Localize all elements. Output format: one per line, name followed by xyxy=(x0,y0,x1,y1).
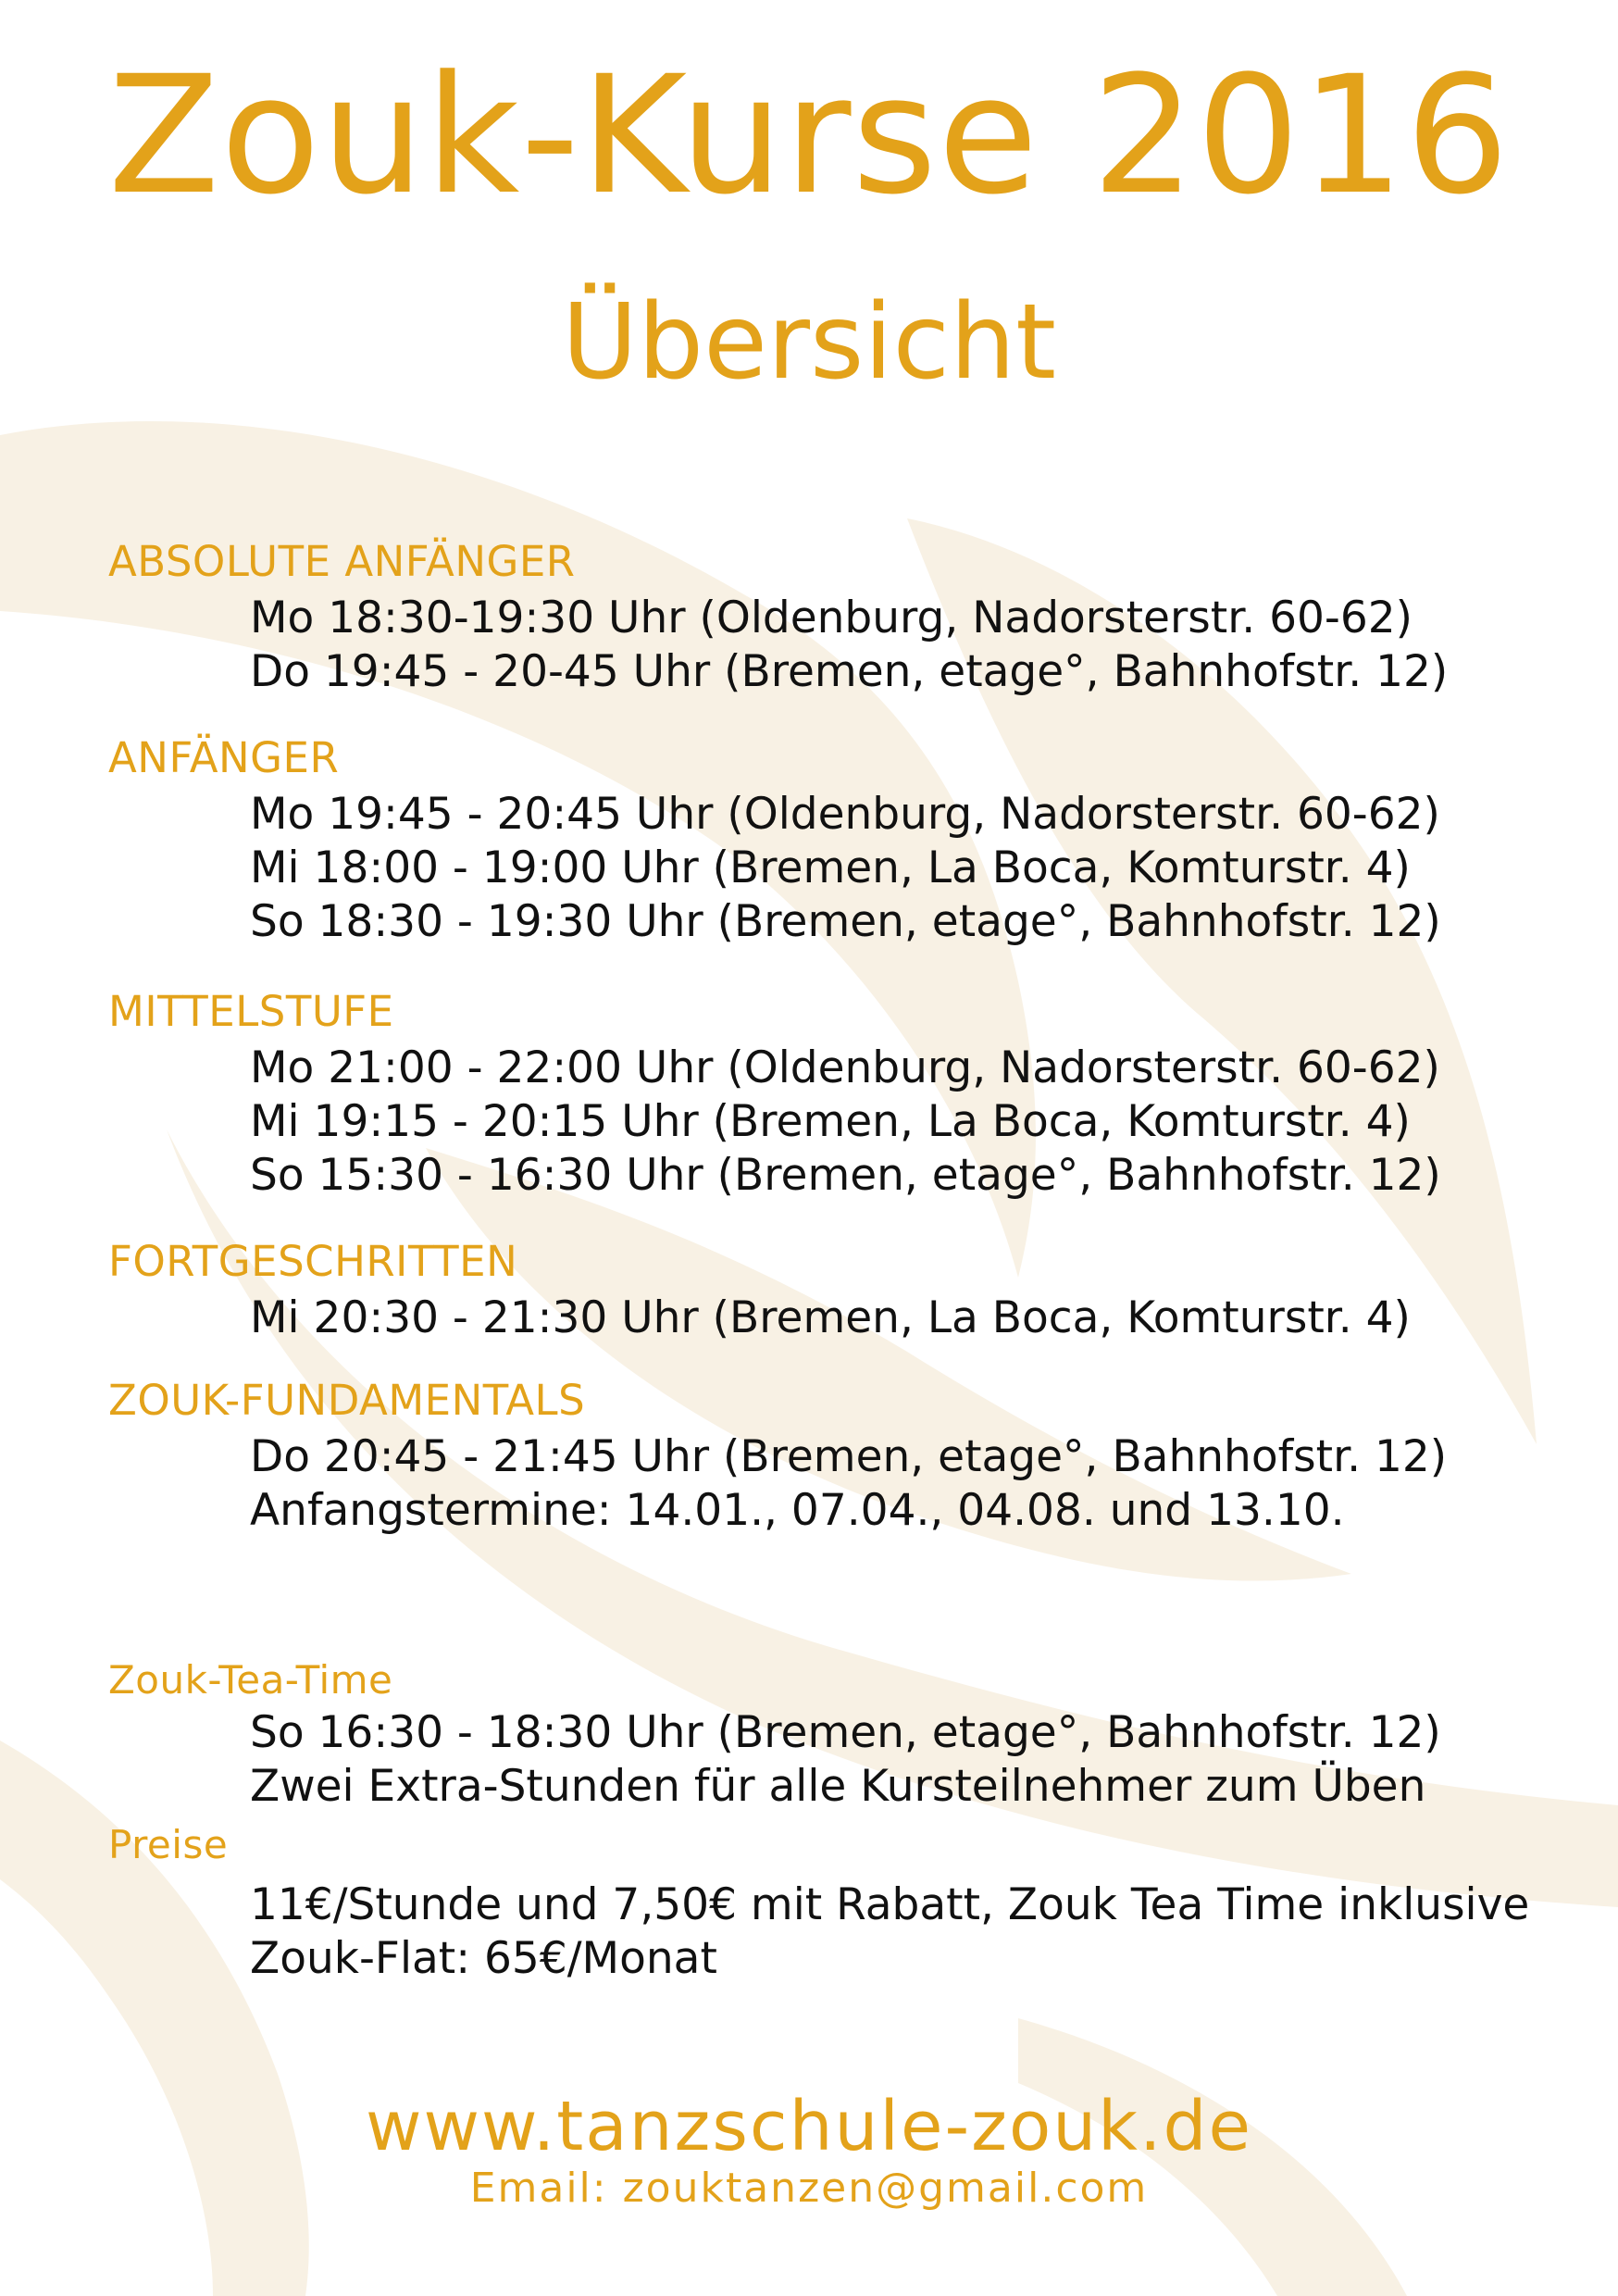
description-line: Zwei Extra-Stunden für alle Kursteilnehmer zum Üben xyxy=(250,1761,1426,1812)
schedule-line: Mo 19:45 - 20:45 Uhr (Oldenburg, Nadorsterstr. 60-62) xyxy=(250,789,1440,840)
section-heading: Zouk-Tea-Time xyxy=(108,1657,393,1703)
section-heading: MITTELSTUFE xyxy=(108,987,394,1036)
schedule-line: So 16:30 - 18:30 Uhr (Bremen, etage°, Bahnhofstr. 12) xyxy=(250,1707,1441,1758)
start-dates-line: Anfangstermine: 14.01., 07.04., 04.08. und 13.10. xyxy=(250,1485,1345,1536)
schedule-line: Mi 18:00 - 19:00 Uhr (Bremen, La Boca, Komturstr. 4) xyxy=(250,842,1411,893)
page-title: Zouk-Kurse 2016 xyxy=(107,41,1511,231)
schedule-line: Mi 19:15 - 20:15 Uhr (Bremen, La Boca, Komturstr. 4) xyxy=(250,1096,1411,1147)
schedule-line: Mo 18:30-19:30 Uhr (Oldenburg, Nadorsterstr. 60-62) xyxy=(250,593,1413,643)
contact-email[interactable]: Email: zouktanzen@gmail.com xyxy=(469,2165,1149,2212)
price-line: Zouk-Flat: 65€/Monat xyxy=(250,1933,717,1984)
page-subtitle: Übersicht xyxy=(562,282,1056,403)
section-heading: ANFÄNGER xyxy=(108,733,340,782)
section-heading: Preise xyxy=(108,1822,229,1867)
section-heading: FORTGESCHRITTEN xyxy=(108,1237,518,1286)
website-url[interactable]: www.tanzschule-zouk.de xyxy=(365,2087,1253,2166)
schedule-line: Mo 21:00 - 22:00 Uhr (Oldenburg, Nadorsterstr. 60-62) xyxy=(250,1042,1440,1093)
schedule-line: So 15:30 - 16:30 Uhr (Bremen, etage°, Bahnhofstr. 12) xyxy=(250,1150,1441,1201)
section-heading: ZOUK-FUNDAMENTALS xyxy=(108,1376,586,1425)
price-line: 11€/Stunde und 7,50€ mit Rabatt, Zouk Tea Time inklusive xyxy=(250,1879,1530,1930)
section-heading: ABSOLUTE ANFÄNGER xyxy=(108,537,576,586)
schedule-line: Do 19:45 - 20-45 Uhr (Bremen, etage°, Bahnhofstr. 12) xyxy=(250,646,1449,697)
schedule-line: Mi 20:30 - 21:30 Uhr (Bremen, La Boca, Komturstr. 4) xyxy=(250,1292,1411,1343)
schedule-line: Do 20:45 - 21:45 Uhr (Bremen, etage°, Bahnhofstr. 12) xyxy=(250,1431,1448,1482)
schedule-line: So 18:30 - 19:30 Uhr (Bremen, etage°, Bahnhofstr. 12) xyxy=(250,896,1441,947)
